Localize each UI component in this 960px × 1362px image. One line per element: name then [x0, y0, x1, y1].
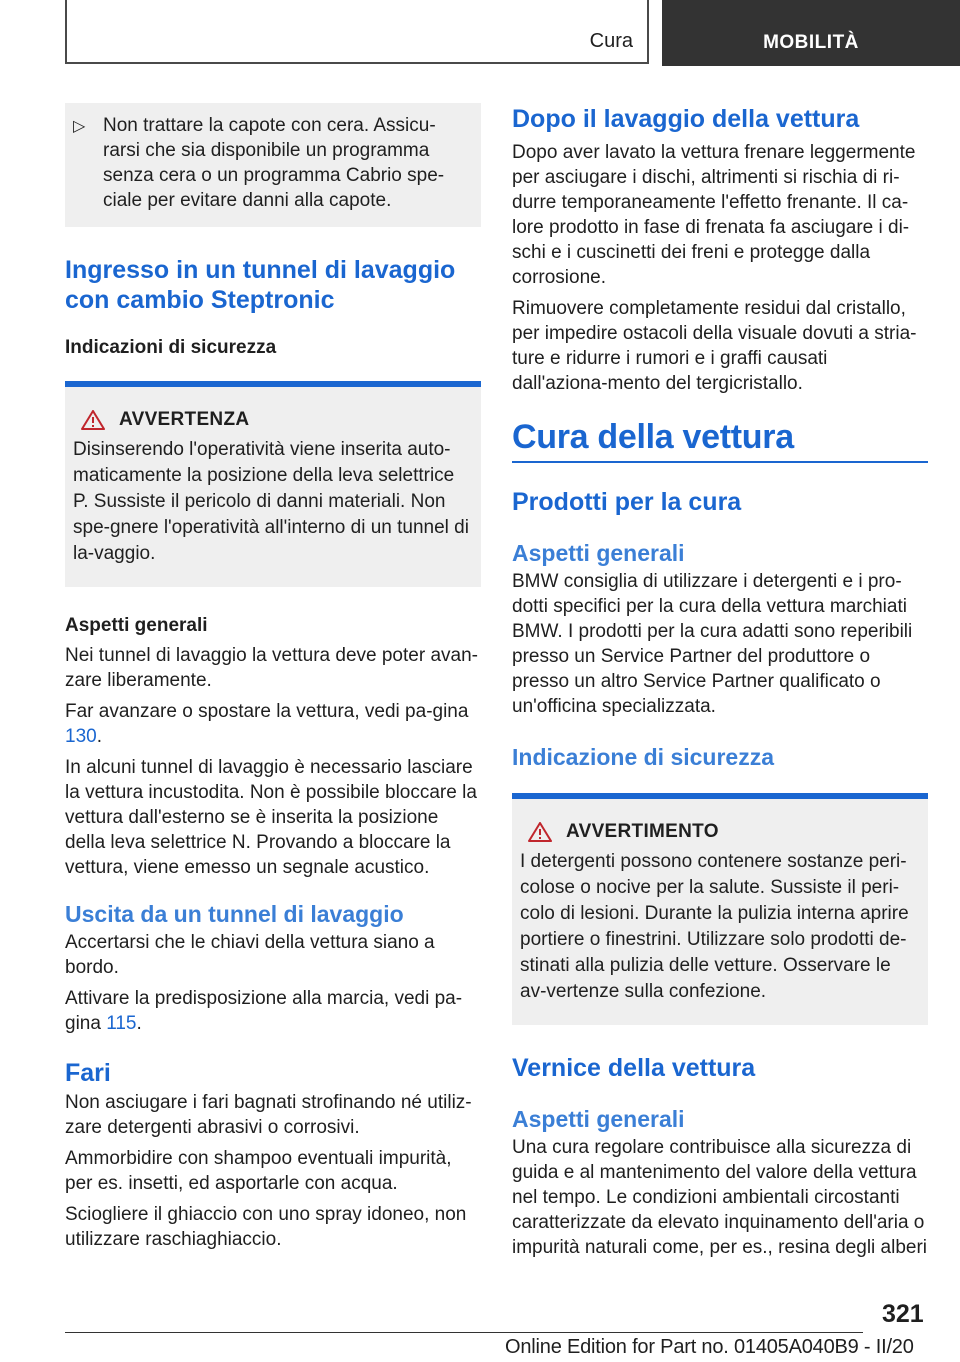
warning-title: AVVERTENZA — [119, 409, 250, 430]
general-heading: Aspetti generali — [512, 540, 685, 566]
after-wash-heading: Dopo il lavaggio della vettura — [512, 105, 860, 133]
page-link-130[interactable]: 130 — [65, 726, 97, 747]
warning-box — [512, 793, 928, 1025]
paragraph: Dopo aver lavato la vettura frenare leggermente per asciugare i dischi, altrimenti si rischia di ri-durre temporaneamente l'effetto frenante. Il ca-lore prodotto in fase di frenata fa asciugare i di-schi e i cuscinetti dei freni e protegge dalla corrosione. — [512, 142, 916, 288]
edition-footer: Online Edition for Part no. 01405A040B9 - II/20 — [505, 1336, 914, 1358]
care-heading-block — [512, 418, 928, 463]
note-triangle-icon: ▷ — [73, 118, 86, 135]
warning-text: I detergenti possono contenere sostanze peri-colose o nocive per la salute. Sussiste il peri-colo di lesioni. Durante la pulizia interna aprire portiere o finestrini. Utilizzare solo prodotti de-stinati alla pulizia delle vetture. Osservare le av-vertenze sulla confezione. — [520, 851, 909, 1002]
general-heading: Aspetti generali — [512, 1106, 685, 1132]
page-number: 321 — [882, 1300, 924, 1328]
paragraph: Sciogliere il ghiaccio con uno spray idoneo, non utilizzare raschiaghiaccio. — [65, 1204, 467, 1250]
paragraph: Ammorbidire con shampoo eventuali impurità, per es. insetti, ed asportarle con acqua. — [65, 1148, 452, 1194]
right-column — [512, 104, 928, 1260]
warning-icon — [73, 410, 113, 430]
chapter-tab — [662, 0, 960, 66]
left-column — [65, 103, 481, 1252]
paragraph: BMW consiglia di utilizzare i detergenti e i pro-dotti specifici per la cura della vettura marchiati BMW. I prodotti per la cura adatti sono reperibili presso un Service Partner del produttore o presso un altro Service Partner qualificato o un'officina specializzata. — [512, 571, 913, 717]
footer-rule — [65, 1332, 863, 1333]
paragraph-with-link: Attivare la predisposizione alla marcia, vedi pa-gina 115. — [65, 988, 463, 1034]
safety-heading: Indicazioni di sicurezza — [65, 337, 277, 358]
header-frame — [65, 0, 649, 64]
warning-box — [65, 381, 481, 587]
paragraph-with-link: Far avanzare o spostare la vettura, vedi pa-gina 130. — [65, 701, 469, 747]
section-title: Cura — [589, 30, 633, 52]
lights-heading: Fari — [65, 1059, 111, 1087]
products-heading: Prodotti per la cura — [512, 488, 742, 516]
paragraph: In alcuni tunnel di lavaggio è necessario lasciare la vettura incustodita. Non è possibile bloccare la vettura dall'esterno se è inserita la posizione della leva selettrice N. Provando a bloccare la vettura, viene emesso un segnale acustico. — [65, 757, 477, 878]
warning-text: Disinserendo l'operatività viene inserita auto-maticamente la posizione della leva selettrice P. Sussiste il pericolo di danni materiali. Non spe-gnere l'operatività all'interno di un tunnel di la-vaggio. — [73, 439, 469, 564]
safety-heading: Indicazione di sicurezza — [512, 744, 775, 770]
paragraph: Accertarsi che le chiavi della vettura siano a bordo. — [65, 932, 435, 978]
general-heading: Aspetti generali — [65, 615, 208, 636]
paint-heading: Vernice della vettura — [512, 1054, 756, 1082]
paragraph: Nei tunnel di lavaggio la vettura deve poter avan-zare liberamente. — [65, 645, 478, 691]
note-box — [65, 103, 481, 227]
paragraph: Una cura regolare contribuisce alla sicurezza di guida e al mantenimento del valore della vettura nel tempo. Le condizioni ambientali circostanti caratterizzate da elevato inquinamento dell'aria o impurità naturali come, per es., resina degli alberi — [512, 1137, 928, 1258]
warning-title: AVVERTIMENTO — [566, 821, 719, 842]
exit-heading: Uscita da un tunnel di lavaggio — [65, 901, 404, 927]
paragraph: Non asciugare i fari bagnati strofinando né utiliz-zare detergenti abrasivi o corrosivi. — [65, 1092, 472, 1138]
page-link-115[interactable]: 115 — [106, 1013, 137, 1034]
care-heading: Cura della vettura — [512, 418, 794, 456]
chapter-title: MOBILITÀ — [763, 32, 859, 53]
note-text: Non trattare la capote con cera. Assicu-rarsi che sia disponibile un programma senza cera o un programma Cabrio spe-ciale per evitare danni alla capote. — [103, 115, 445, 211]
paragraph: Rimuovere completamente residui dal cristallo, per impedire ostacoli della visuale dovuti a stria-ture e ridurre i rumori e i graffi causati dall'aziona-mento del tergicristallo. — [512, 298, 917, 394]
tunnel-heading: Ingresso in un tunnel di lavaggio con cambio Steptronic — [65, 256, 456, 314]
warning-icon — [520, 822, 560, 842]
